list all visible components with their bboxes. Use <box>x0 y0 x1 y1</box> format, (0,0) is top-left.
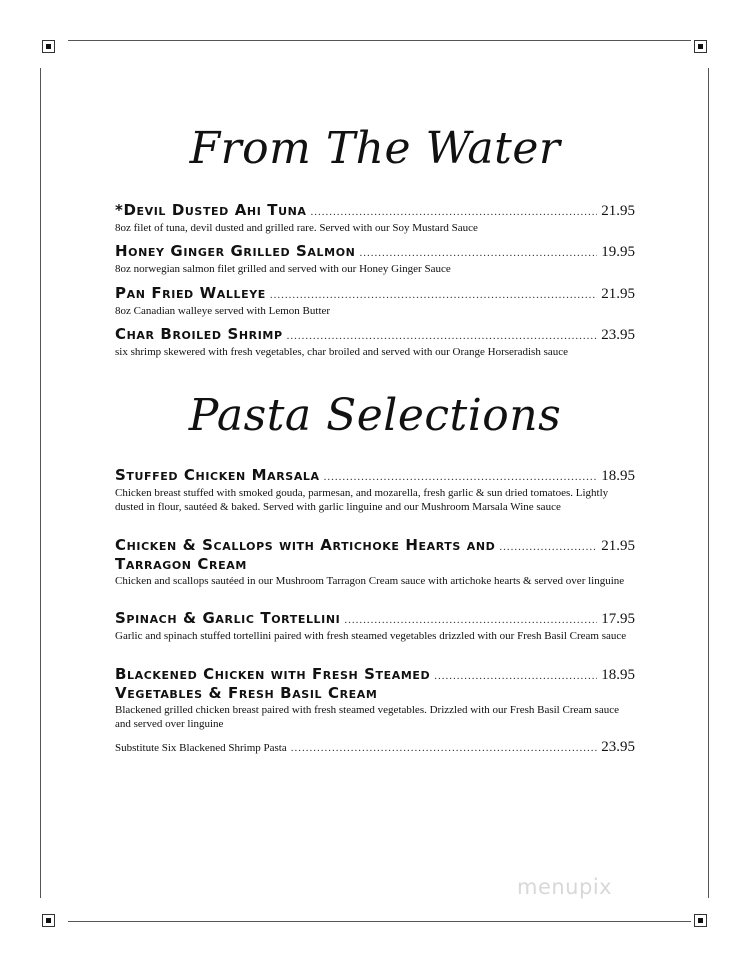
menu-item-spinach-garlic-tortellini <box>115 609 635 643</box>
item-name-line2: Tarragon Cream <box>115 555 247 573</box>
item-description: Chicken breast stuffed with smoked gouda, parmesan, and mozarella, fresh garlic & sun dried tomatoes. Lightly dusted in flour, sautéed & baked. Served with garlic linguine and our Mushroom Marsala Wine sauce <box>115 487 609 513</box>
dot-leader <box>291 742 598 754</box>
item-name: Spinach & Garlic Tortellini <box>115 609 341 627</box>
item-description: 8oz filet of tuna, devil dusted and grilled rare. Served with our Soy Mustard Sauce <box>115 222 478 234</box>
section-title-from-the-water: From The Water <box>189 123 561 174</box>
item-price: 21.95 <box>601 203 635 219</box>
item-name: Substitute Six Blackened Shrimp Pasta <box>115 742 287 754</box>
menu-item-stuffed-chicken-marsala <box>115 466 635 514</box>
item-price: 19.95 <box>601 244 635 260</box>
dot-leader <box>324 471 598 483</box>
item-description: Garlic and spinach stuffed tortellini paired with fresh steamed vegetables drizzled with our Fresh Basil Cream sauce <box>115 630 627 642</box>
corner-ornament-top-left <box>42 40 55 53</box>
corner-ornament-bottom-right <box>694 914 707 927</box>
item-name: Chicken & Scallops with Artichoke Hearts and <box>115 536 496 554</box>
dot-leader <box>270 289 597 301</box>
corner-ornament-bottom-left <box>42 914 55 927</box>
frame-top-line <box>68 40 691 41</box>
corner-ornament-top-right <box>694 40 707 53</box>
item-price: 23.95 <box>601 739 635 755</box>
item-price: 17.95 <box>601 611 635 627</box>
dot-leader <box>344 614 597 626</box>
menu-item-chicken-scallops-artichoke <box>115 536 635 588</box>
menu-item-pan-fried-walleye <box>115 284 635 318</box>
item-description: 8oz Canadian walleye served with Lemon Butter <box>115 305 331 317</box>
item-description: Blackened grilled chicken breast paired with fresh steamed vegetables. Drizzled with our Fresh Basil Cream sauce and served over linguine <box>115 704 619 730</box>
item-price: 18.95 <box>601 667 635 683</box>
item-name-line2: Vegetables & Fresh Basil Cream <box>115 684 378 702</box>
item-description: 8oz norwegian salmon filet grilled and served with our Honey Ginger Sauce <box>115 263 451 275</box>
item-name: *Devil Dusted Ahi Tuna <box>115 201 307 219</box>
item-name: Char Broiled Shrimp <box>115 325 283 343</box>
menu-item-char-broiled-shrimp <box>115 325 635 359</box>
dot-leader <box>311 206 598 218</box>
item-description: six shrimp skewered with fresh vegetables, char broiled and served with our Orange Horseradish sauce <box>115 346 568 358</box>
menu-item-blackened-chicken <box>115 665 635 731</box>
item-description: Chicken and scallops sautéed in our Mushroom Tarragon Cream sauce with artichoke hearts & served over linguine <box>115 575 625 587</box>
frame-bottom-line <box>68 921 691 922</box>
dot-leader <box>434 670 597 682</box>
menu-item-substitute-shrimp <box>115 739 635 756</box>
watermark-logo: menupix <box>517 875 613 899</box>
dot-leader <box>287 330 598 342</box>
item-price: 21.95 <box>601 538 635 554</box>
item-price: 23.95 <box>601 327 635 343</box>
menu-item-honey-ginger-grilled-salmon <box>115 242 635 276</box>
section-title-pasta-selections: Pasta Selections <box>188 390 562 441</box>
item-name: Blackened Chicken with Fresh Steamed <box>115 665 431 683</box>
menu-item-devil-dusted-ahi-tuna <box>115 201 635 235</box>
dot-leader <box>359 247 597 259</box>
item-name: Stuffed Chicken Marsala <box>115 466 320 484</box>
item-price: 21.95 <box>601 286 635 302</box>
item-price: 18.95 <box>601 468 635 484</box>
item-name: Honey Ginger Grilled Salmon <box>115 242 356 260</box>
dot-leader <box>499 541 597 553</box>
item-name: Pan Fried Walleye <box>115 284 266 302</box>
frame-left-line <box>40 68 41 898</box>
frame-right-line <box>708 68 709 898</box>
